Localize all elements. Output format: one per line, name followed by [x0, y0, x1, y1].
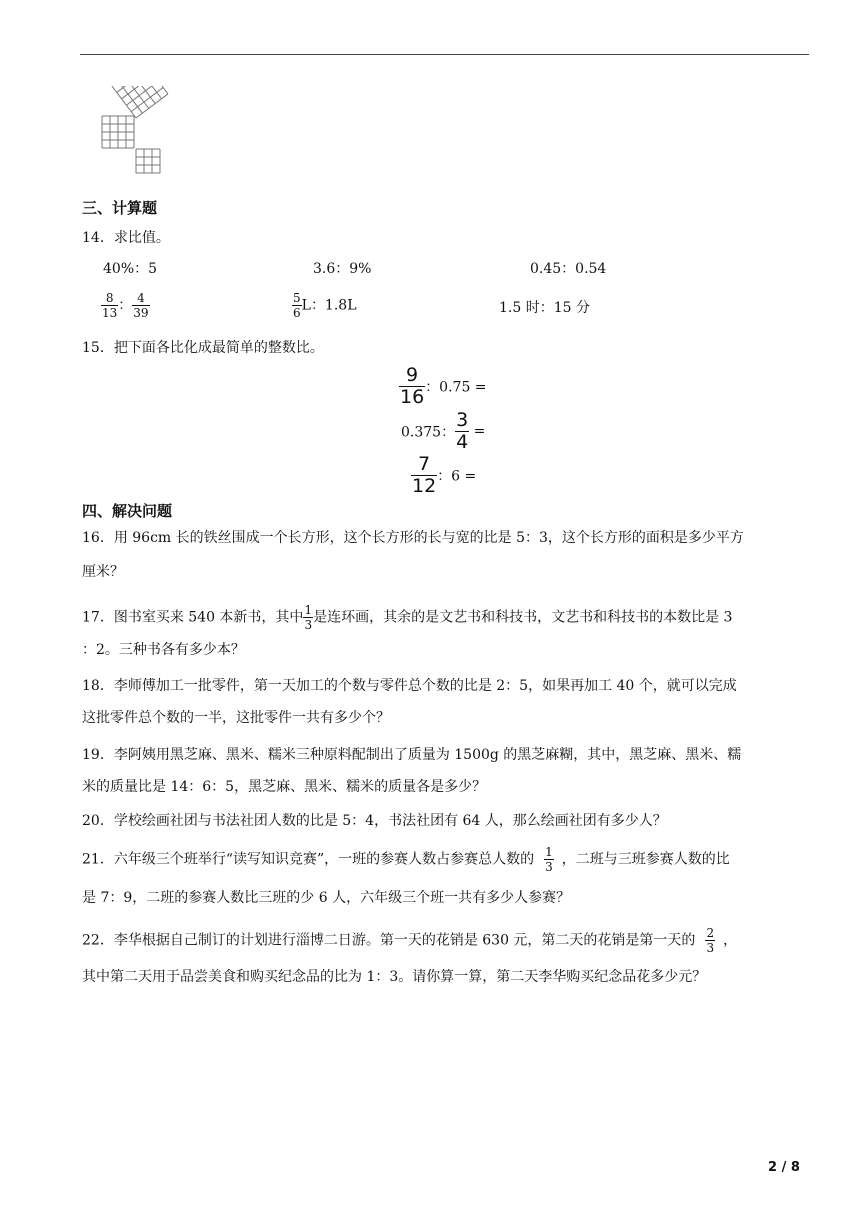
bottom-square-grid — [136, 149, 160, 173]
q17-line-1 — [82, 604, 732, 631]
q18-line-1: 18．李师傅加工一批零件，第一天加工的个数与零件总个数的比是 2：5，如果再加工 40 个，就可以完成 — [82, 678, 737, 694]
q15-row-2 — [401, 411, 485, 452]
denominator: 16 — [400, 386, 425, 408]
q22-line-2: 其中第二天用于品尝美食和购买纪念品的比为 1：3。请你算一算，第二天李华购买纪念品花多少元？ — [82, 969, 707, 985]
q21-line-2: 是 7：9，二班的参赛人数比三班的少 6 人，六年级三个班一共有多少人参赛？ — [82, 890, 571, 906]
q15-row-3 — [411, 455, 476, 496]
header-rule — [80, 54, 809, 55]
fraction — [705, 927, 715, 954]
numerator: 7 — [411, 455, 437, 476]
denominator: 39 — [133, 306, 149, 320]
numerator: 5 — [293, 291, 301, 305]
section-4-title: 四、解决问题 — [82, 502, 173, 520]
ratio-pre: 0.375： — [401, 424, 456, 441]
fraction — [411, 455, 437, 496]
denominator: 13 — [102, 306, 118, 320]
fraction — [292, 292, 302, 319]
q16-line-2: 厘米？ — [82, 564, 124, 580]
ratio-rest: L：1.8L — [301, 297, 357, 314]
numerator: 3 — [456, 409, 469, 431]
text: 17．图书室买来 540 本新书，其中 — [82, 609, 304, 626]
text: ，二班与三班参赛人数的比 — [561, 851, 730, 868]
q16-line-1: 16．用 96cm 长的铁丝围成一个长方形，这个长方形的长与宽的比是 5：3，这个长方形的面积是多少平方 — [82, 530, 744, 546]
q17-line-2: ：2。三种书各有多少本？ — [82, 642, 245, 658]
q14-prompt: 14．求比值。 — [82, 230, 170, 246]
left-square-grid — [102, 116, 134, 148]
q14-item-f: 1.5 时：15 分 — [499, 300, 590, 316]
ratio-rest: = — [469, 423, 486, 440]
q15-prompt: 15．把下面各比化成最简单的整数比。 — [82, 340, 324, 356]
q20-line-1: 20．学校绘画社团与书法社团人数的比是 5：4，书法社团有 64 人，那么绘画社团有多少人？ — [82, 813, 667, 829]
page-number: 2 / 8 — [768, 1160, 800, 1175]
q14-item-c: 0.45：0.54 — [530, 261, 607, 277]
ratio-colon: ： — [118, 297, 133, 314]
numerator: 8 — [101, 292, 118, 306]
section-3-title: 三、计算题 — [82, 199, 158, 217]
q19-line-2: 米的质量比是 14：6：5，黑芝麻、黑米、糯米的质量各是多少？ — [82, 779, 487, 795]
denominator: 6 — [293, 306, 301, 320]
text: ， — [723, 932, 738, 949]
q22-line-1 — [82, 927, 737, 954]
text: 是连环画，其余的是文艺书和科技书，文艺书和科技书的本数比是 3 — [313, 609, 733, 626]
q14-item-d — [101, 292, 150, 319]
q14-item-a: 40%：5 — [103, 261, 158, 277]
denominator: 3 — [706, 941, 715, 955]
fraction — [455, 411, 469, 452]
denominator: 3 — [545, 860, 553, 874]
fraction — [544, 846, 554, 873]
text: 21．六年级三个班举行“读写知识竞赛”，一班的参赛人数占参赛总人数的 — [82, 851, 535, 868]
numerator: 1 — [304, 603, 313, 617]
fraction — [132, 292, 149, 319]
tilted-square-grid — [112, 86, 168, 118]
fraction — [399, 366, 425, 407]
denominator: 4 — [456, 431, 469, 453]
text: 22．李华根据自己制订的计划进行淄博二日游。第一天的花销是 630 元，第二天的花销是第一天的 — [82, 932, 696, 949]
numerator: 4 — [132, 292, 149, 306]
q19-line-1: 19．李阿姨用黑芝麻、黑米、糯米三种原料配制出了质量为 1500g 的黑芝麻糊，其中，黑芝麻、黑米、糯 — [82, 747, 742, 763]
numerator: 9 — [399, 366, 425, 387]
denominator: 3 — [304, 618, 313, 632]
ratio-rest: ：6 = — [437, 468, 477, 485]
fraction — [303, 604, 313, 631]
numerator: 1 — [545, 845, 553, 859]
denominator: 12 — [412, 475, 437, 497]
q14-item-e — [292, 292, 357, 319]
numerator: 2 — [706, 926, 715, 940]
ratio-rest: ：0.75 = — [425, 379, 487, 396]
q14-item-b: 3.6：9% — [313, 261, 372, 277]
fraction — [101, 292, 118, 319]
squares-figure — [96, 86, 206, 178]
q15-row-1 — [399, 366, 487, 407]
q18-line-2: 这批零件总个数的一半，这批零件一共有多少个？ — [82, 710, 390, 726]
q21-line-1 — [82, 846, 730, 873]
